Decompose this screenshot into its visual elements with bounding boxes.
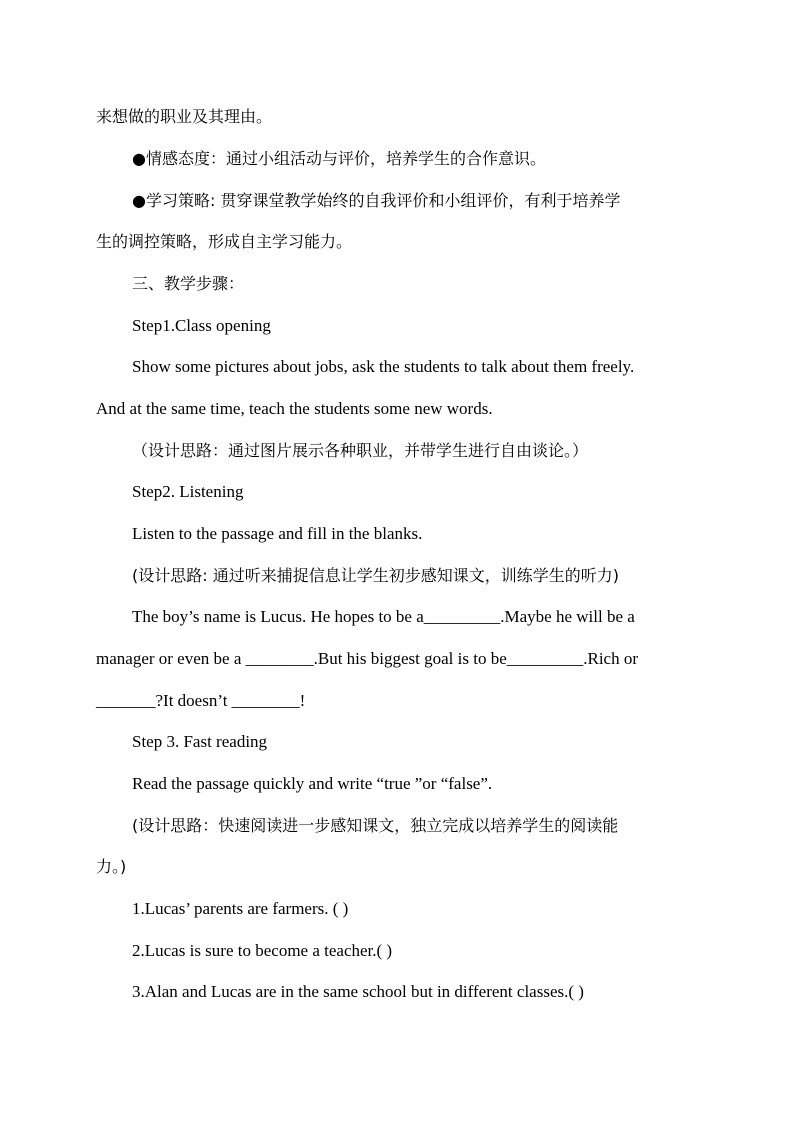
question-item: 2.Lucas is sure to become a teacher.( ) [132, 941, 393, 960]
paragraph-line: Listen to the passage and fill in the blanks. [132, 524, 423, 543]
design-note: 力。) [96, 857, 127, 876]
paragraph-line: The boy’s name is Lucus. He hopes to be a_________.Maybe he will be a [132, 607, 635, 626]
step-heading: Step 3. Fast reading [132, 732, 268, 751]
paragraph-line: Read the passage quickly and write “true ”or “false”. [132, 774, 493, 793]
paragraph-line: 生的调控策略，形成自主学习能力。 [96, 232, 353, 251]
design-note: (设计思路：快速阅读进一步感知课文，独立完成以培养学生的阅读能 [132, 816, 619, 835]
design-note: (设计思路: 通过听来捕捉信息让学生初步感知课文，训练学生的听力) [132, 566, 619, 585]
paragraph-line: 来想做的职业及其理由。 [96, 107, 273, 126]
paragraph-line: Show some pictures about jobs, ask the students to talk about them freely. [132, 357, 635, 376]
paragraph-line: And at the same time, teach the students some new words. [96, 399, 493, 418]
question-item: 3.Alan and Lucas are in the same school but in different classes.( ) [132, 982, 584, 1001]
paragraph-line: manager or even be a ________.But his biggest goal is to be_________.Rich or [96, 649, 639, 668]
section-heading: 三、教学步骤： [132, 274, 245, 293]
design-note: （设计思路：通过图片展示各种职业，并带学生进行自由谈论。） [132, 441, 589, 460]
paragraph-line: _______?It doesn’t ________! [96, 691, 306, 710]
step-heading: Step2. Listening [132, 482, 244, 501]
question-item: 1.Lucas’ parents are farmers. ( ) [132, 899, 349, 918]
objective-strategy: ●学习策略: 贯穿课堂教学始终的自我评价和小组评价，有利于培养学 [132, 191, 621, 210]
step-heading: Step1.Class opening [132, 316, 271, 335]
objective-attitude: ●情感态度：通过小组活动与评价，培养学生的合作意识。 [132, 149, 546, 168]
